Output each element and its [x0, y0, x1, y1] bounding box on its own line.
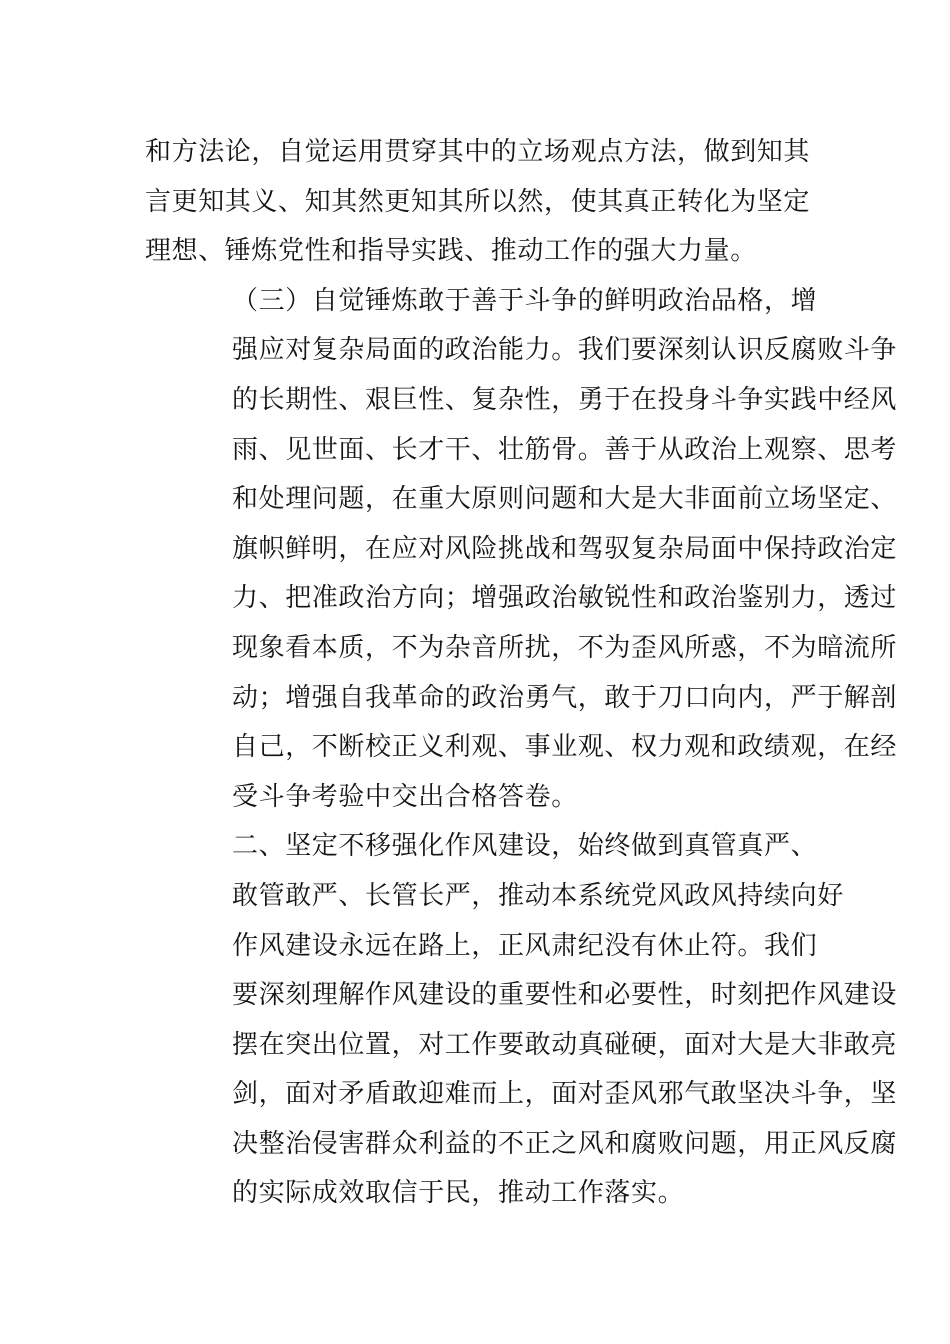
paragraph-section-three: [145, 277, 898, 823]
text-line: 理想、锤炼党性和指导实践、推动工作的强大力量。: [145, 236, 757, 267]
text-line: 要深刻理解作风建设的重要性和必要性，时刻把作风建设: [232, 980, 898, 1011]
text-line: 剑，面对矛盾敢迎难而上，面对歪风邪气敢坚决斗争，坚: [232, 1079, 898, 1110]
paragraph-methodology-continuation: [145, 128, 811, 277]
text-line: 力、把准政治方向；增强政治敏锐性和政治鉴别力，透过: [232, 583, 898, 614]
text-line: 决整治侵害群众利益的不正之风和腐败问题，用正风反腐: [232, 1128, 898, 1159]
text-line: 受斗争考验中交出合格答卷。: [232, 781, 578, 812]
text-line: 摆在突出位置，对工作要敢动真碰硬，面对大是大非敢亮: [232, 1029, 898, 1060]
text-line: 和方法论，自觉运用贯穿其中的立场观点方法，做到知其: [145, 137, 811, 167]
text-line: 敢管敢严、长管长严，推动本系统党风政风持续向好: [232, 880, 844, 911]
paragraph-work-style: [145, 922, 898, 1220]
text-line: 作风建设永远在路上，正风肃纪没有休止符。我们: [232, 930, 818, 961]
text-line: 和处理问题，在重大原则问题和大是大非面前立场坚定、: [232, 484, 898, 515]
text-line: 言更知其义、知其然更知其所以然，使其真正转化为坚定: [145, 186, 811, 217]
section-heading-two: [145, 822, 844, 921]
text-line: 现象看本质，不为杂音所扰，不为歪风所惑，不为暗流所: [232, 632, 898, 663]
text-line: 自己，不断校正义利观、事业观、权力观和政绩观，在经: [232, 732, 898, 763]
text-line: 二、坚定不移强化作风建设，始终做到真管真严、: [232, 831, 818, 862]
text-line: 动；增强自我革命的政治勇气，敢于刀口向内，严于解剖: [232, 682, 898, 713]
document-body: [145, 128, 898, 1219]
text-line: 雨、见世面、长才干、壮筋骨。善于从政治上观察、思考: [232, 434, 898, 465]
text-line: 的长期性、艰巨性、复杂性，勇于在投身斗争实践中经风: [232, 384, 898, 415]
text-line: 旗帜鲜明，在应对风险挑战和驾驭复杂局面中保持政治定: [232, 533, 898, 564]
text-line: （三）自觉锤炼敢于善于斗争的鲜明政治品格，增: [232, 285, 818, 316]
text-line: 的实际成效取信于民，推动工作落实。: [232, 1178, 685, 1209]
text-line: 强应对复杂局面的政治能力。我们要深刻认识反腐败斗争: [232, 335, 898, 366]
